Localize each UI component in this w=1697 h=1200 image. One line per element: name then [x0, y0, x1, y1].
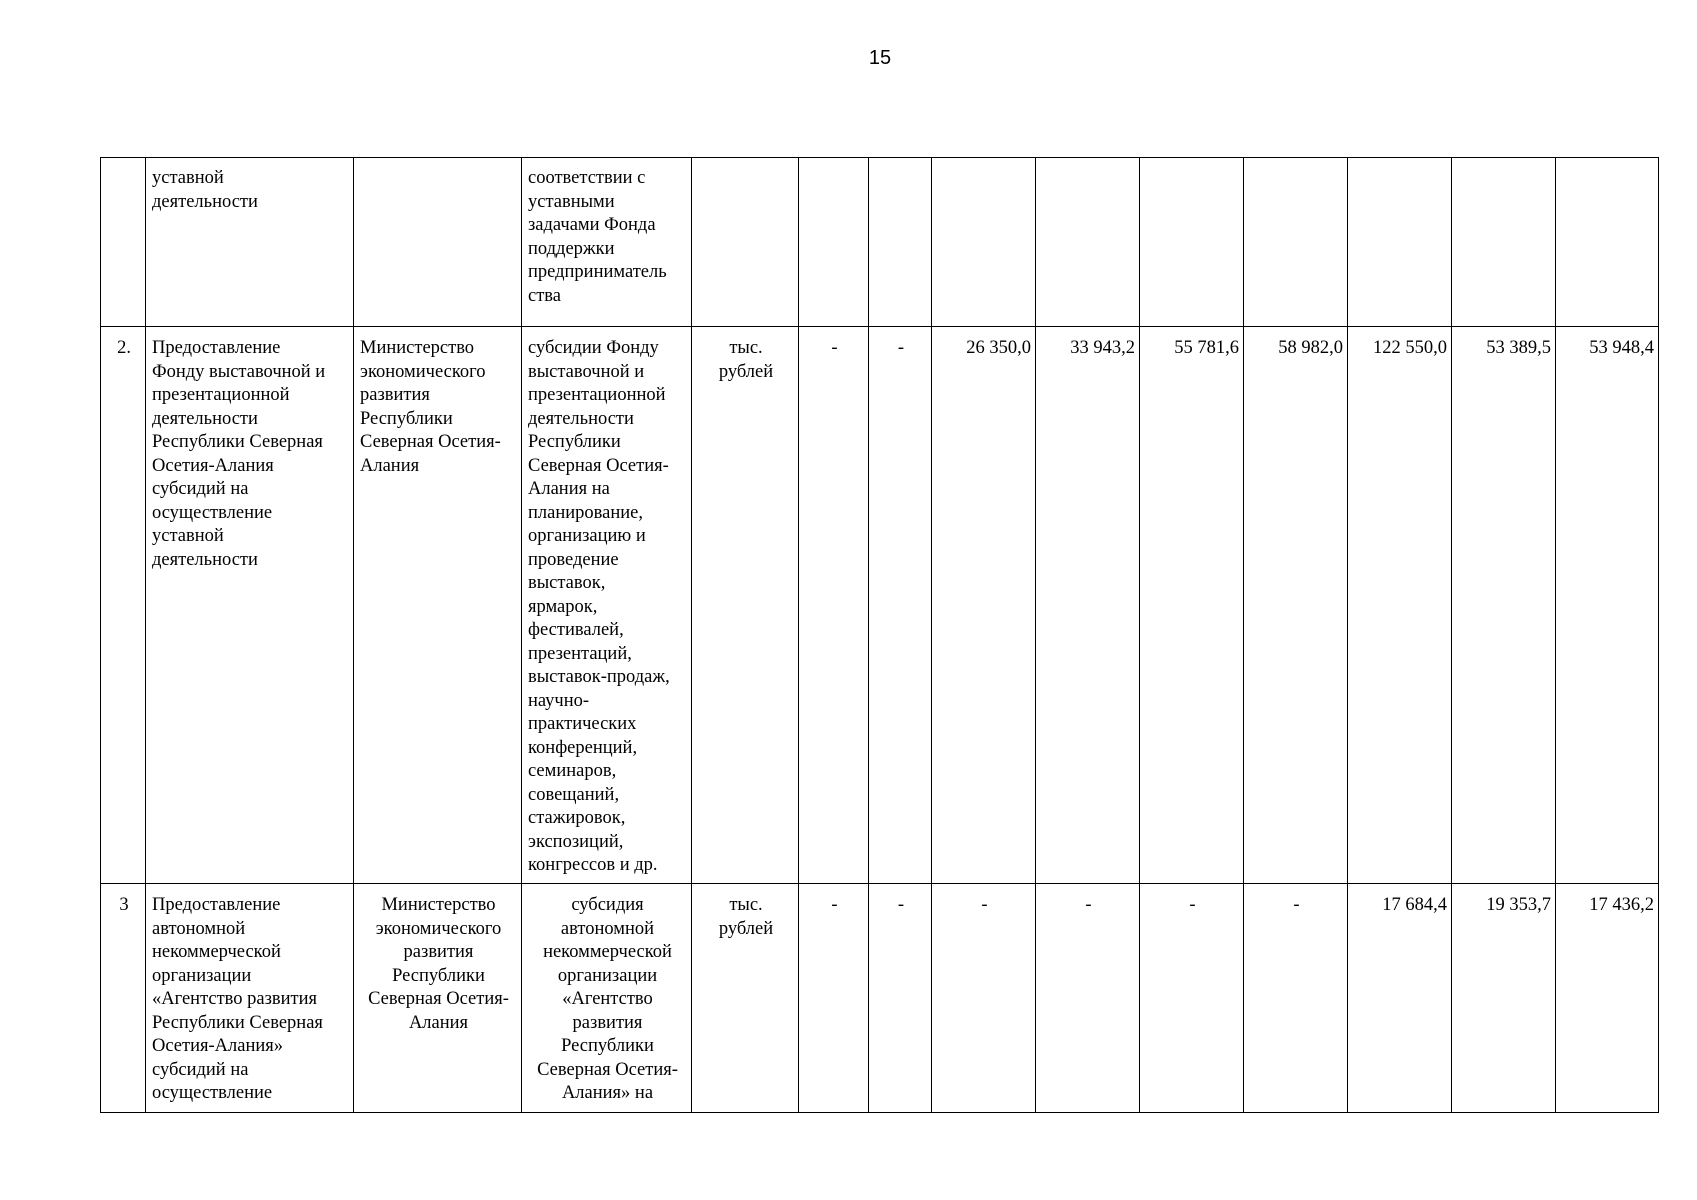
- value-cell: -: [1140, 884, 1244, 1113]
- table-row: [101, 884, 1659, 1113]
- value-cell: -: [1036, 884, 1140, 1113]
- table-row: [101, 327, 1659, 884]
- table-row: [101, 158, 1659, 327]
- value-cell: 17 436,2: [1556, 884, 1659, 1113]
- value-cell: [1140, 158, 1244, 327]
- unit-cell: [692, 158, 799, 327]
- value-cell: [1452, 158, 1556, 327]
- value-cell: [1348, 158, 1452, 327]
- value-cell: 19 353,7: [1452, 884, 1556, 1113]
- row-number: 3: [101, 884, 146, 1113]
- event-cell: уставной деятельности: [146, 158, 354, 327]
- purpose-cell: соответствии с уставными задачами Фонда поддержки предприниматель ства: [522, 158, 692, 327]
- value-cell: 122 550,0: [1348, 327, 1452, 884]
- value-cell: -: [1244, 884, 1348, 1113]
- value-cell: [869, 158, 932, 327]
- value-cell: 17 684,4: [1348, 884, 1452, 1113]
- value-cell: -: [799, 327, 869, 884]
- value-cell: -: [799, 884, 869, 1113]
- value-cell: [932, 158, 1036, 327]
- program-events-table: [100, 157, 1659, 1113]
- value-cell: 33 943,2: [1036, 327, 1140, 884]
- value-cell: -: [869, 884, 932, 1113]
- purpose-cell: субсидия автономной некоммерческой организации «Агентство развития Республики Северная Осетия- Алания» на: [522, 884, 692, 1113]
- value-cell: 55 781,6: [1140, 327, 1244, 884]
- unit-cell: тыс. рублей: [692, 884, 799, 1113]
- event-cell: Предоставление Фонду выставочной и презентационной деятельности Республики Северная Осетия-Алания субсидий на осуществление уставной деятельности: [146, 327, 354, 884]
- value-cell: [1556, 158, 1659, 327]
- unit-cell: тыс. рублей: [692, 327, 799, 884]
- row-number: 2.: [101, 327, 146, 884]
- event-cell: Предоставление автономной некоммерческой организации «Агентство развития Республики Северная Осетия-Алания» субсидий на осуществление: [146, 884, 354, 1113]
- value-cell: 53 948,4: [1556, 327, 1659, 884]
- row-number: [101, 158, 146, 327]
- value-cell: [1036, 158, 1140, 327]
- executor-cell: Министерство экономического развития Республики Северная Осетия- Алания: [354, 327, 522, 884]
- executor-cell: [354, 158, 522, 327]
- value-cell: 26 350,0: [932, 327, 1036, 884]
- executor-cell: Министерство экономического развития Республики Северная Осетия- Алания: [354, 884, 522, 1113]
- value-cell: -: [932, 884, 1036, 1113]
- value-cell: 58 982,0: [1244, 327, 1348, 884]
- purpose-cell: субсидии Фонду выставочной и презентационной деятельности Республики Северная Осетия- Алания на планирование, организацию и проведение выставок, ярмарок, фестивалей, презентаций, выставок-продаж, научно- практических конференций, семинаров, совещаний, стажировок, экспозиций, конгрессов и др.: [522, 327, 692, 884]
- value-cell: -: [869, 327, 932, 884]
- value-cell: 53 389,5: [1452, 327, 1556, 884]
- value-cell: [1244, 158, 1348, 327]
- value-cell: [799, 158, 869, 327]
- page-number: 15: [868, 47, 892, 69]
